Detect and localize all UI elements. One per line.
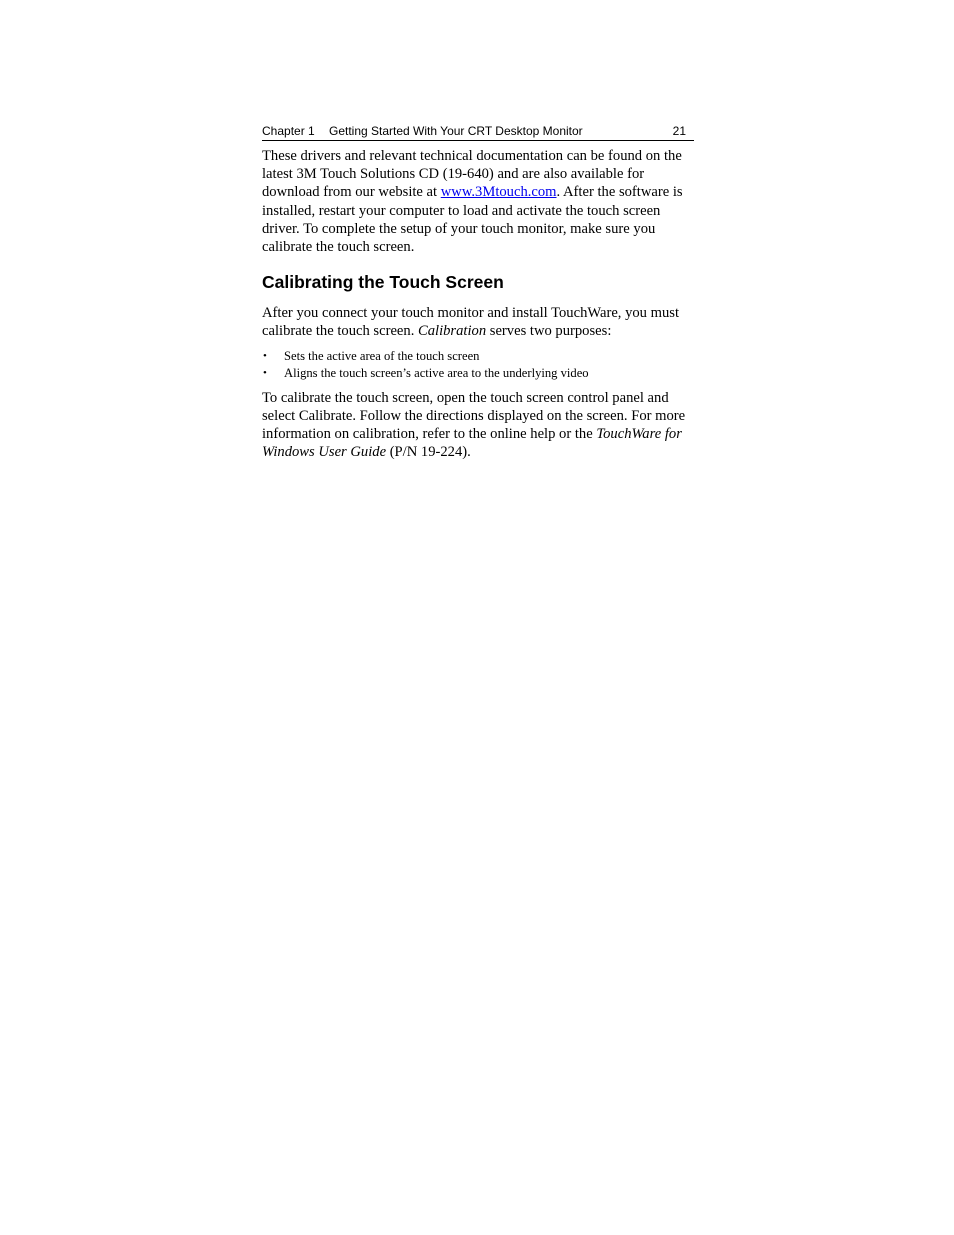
- website-link[interactable]: www.3Mtouch.com: [440, 184, 557, 201]
- calibration-term: Calibration: [418, 323, 487, 340]
- bullet-icon: •: [263, 349, 267, 362]
- intro-paragraph: [262, 147, 694, 256]
- header-chapter-title: Getting Started With Your CRT Desktop Monitor: [329, 124, 583, 138]
- document-page: [262, 122, 694, 461]
- calibration-instructions-paragraph: [262, 389, 694, 462]
- header-chapter: Chapter 1: [262, 124, 315, 138]
- user-guide-title: TouchWare for Windows User Guide: [262, 426, 682, 461]
- calibration-intro-after: serves two purposes:: [486, 323, 612, 340]
- calibration-intro-paragraph: [262, 304, 694, 340]
- instructions-before: To calibrate the touch screen, open the touch screen control panel and select Calibrate. Follow the directions displayed on the screen. For more information on calibration, refer to the online help or the: [262, 389, 686, 443]
- instructions-after: (P/N 19-224).: [386, 444, 471, 461]
- bullet-icon: •: [263, 367, 267, 380]
- intro-text-before-link: These drivers and relevant technical documentation can be found on the latest 3M Touch Solutions CD (19-640) and are also available for download from our website at: [262, 148, 682, 201]
- list-item: [262, 348, 694, 366]
- list-item: [262, 365, 694, 383]
- purpose-list: [262, 348, 694, 383]
- list-item-text: Sets the active area of the touch screen: [284, 348, 480, 363]
- section-heading: Calibrating the Touch Screen: [262, 272, 504, 293]
- intro-text-after-link: . After the software is installed, restart your computer to load and activate the touch screen driver. To complete the setup of your touch monitor, make sure you calibrate the touch screen.: [262, 184, 683, 256]
- header-page-number: 21: [672, 124, 686, 138]
- running-header: [262, 122, 694, 141]
- list-item-text: Aligns the touch screen’s active area to the underlying video: [284, 366, 589, 381]
- calibration-intro-before: After you connect your touch monitor and install TouchWare, you must calibrate the touch screen.: [262, 305, 680, 340]
